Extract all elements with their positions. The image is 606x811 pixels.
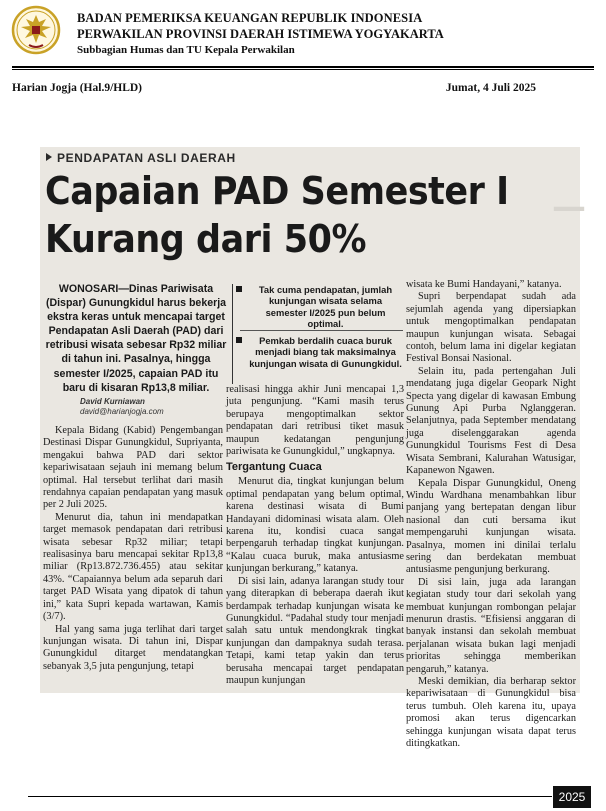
bpk-logo	[11, 5, 61, 55]
lead-paragraph: WONOSARI—Dinas Pariwisata (Dispar) Gunungkidul harus bekerja ekstra keras untuk mencapai target Pendapatan Asli Daerah (PAD) dari retribusi wisata sebesar Rp32 miliar di tahun ini. Pasalnya, hingga semester I/2025, capaian PAD itu baru di kisaran Rp13,8 miliar.	[45, 283, 227, 394]
paragraph: Menurut dia, tingkat kunjungan belum optimal pendapatan yang belum optimal, karena destinasi wisata di Bumi Handayani didominasi wisata alam. Oleh karena itu, kondisi cuaca sangat berpengaruh terhadap tingkat kunjungan. “Kalau cuaca buruk, maka antusiasme kunjungan berkurang,” katanya.	[226, 476, 404, 575]
pullquote-divider	[240, 330, 403, 331]
paragraph: Meski demikian, dia berharap sektor kepariwisataan di Gunungkidul bisa terus tumbuh. Oleh karena itu, upaya promosi akan terus digencarkan sehingga kunjungan wisata dapat terus ditingkatkan.	[406, 676, 576, 750]
headline	[45, 167, 523, 263]
triangle-icon	[46, 153, 52, 161]
pullquote-2: Pemkab berdalih cuaca buruk menjadi biang tak maksimalnya kunjungan wisata di Gunungkidul.	[236, 335, 403, 369]
paragraph: Menurut dia, tahun ini mendapatkan target memasok pendapatan dari retribusi wisata sebesar Rp32 miliar; tetapi realisasinya baru mencapai sekitar Rp13,8 miliar (Rp13.872.736.455) atau sekitar 43%. “Capaiannya belum ada separuh dari target PAD Wisata yang dipatok di tahun ini,” kata Supri kepada wartawan, Kamis (3/7).	[43, 511, 223, 623]
paragraph: Di sisi lain, adanya larangan study tour yang diterapkan di beberapa daerah ikut berdampak terhadap kunjungan wisata ke Gunungkidul. “Padahal study tour menjadi salah satu untuk mendongkrak tingkat kunjungan dan dampaknya sudah terasa. Tetapi, kami tetap yakin dan terus berusaha mencapai target pendapatan maupun kunjungan	[226, 575, 404, 686]
headline-line-1: Capaian PAD Semester I	[45, 169, 509, 213]
byline	[80, 397, 164, 417]
source-label: Harian Jogja (Hal.9/HLD)	[12, 82, 143, 94]
footer-rule	[28, 796, 552, 797]
author-name: David Kurniawan	[80, 397, 145, 406]
paragraph: Kepala Bidang (Kabid) Pengembangan Destinasi Dispar Gunungkidul, Supriyanta, mengakui bahwa PAD dari sektor kepariwisataan sejauh ini memang belum optimal. Hal tersebut terlihat dari masih rendahnya capaian pendapatan yang masuk per 2 Juli 2025.	[43, 425, 223, 511]
pullquote-1: Tak cuma pendapatan, jumlah kunjungan wisata selama semester I/2025 pun belum optimal.	[236, 284, 403, 329]
paragraph: realisasi hingga akhir Juni mencapai 1,3 juta pengunjung. “Kami masih terus berupaya mengoptimalkan sektor pendapatan dari retribusi tiket masuk maupun kedatangan pengunjung pariwisata ke Gunungkidul,” ungkapnya.	[226, 384, 404, 458]
paragraph: Hal yang sama juga terlihat dari target kunjungan wisata. Di tahun ini, Dispar Gunungkidul ditarget mendatangkan sebanyak 3,5 juta pengunjung, tetapi	[43, 623, 223, 672]
header-divider-thin	[12, 69, 594, 70]
paragraph: Supri berpendapat sudah ada sejumlah agenda yang dipersiapkan untuk mengoptimalkan pendapatan maupun kunjungan wisata. Sebagai contoh, belum lama ini digelar kegiatan Festival Bonsai Nasional.	[406, 291, 576, 365]
background-ghost-text: —	[552, 187, 586, 227]
column-3	[406, 279, 576, 750]
headline-line-2: Kurang dari 50%	[45, 217, 367, 261]
page-number-badge: 2025	[553, 786, 591, 808]
unit-name: Subbagian Humas dan TU Kepala Perwakilan	[77, 44, 295, 56]
paragraph: Di sisi lain, juga ada larangan kegiatan study tour dari sekolah yang membuat kunjungan rombongan pelajar menurun drastis. “Efisiensi anggaran di banyak instansi dan sekolah membuat perjalanan wisata bukan lagi menjadi prioritas sehingga memberikan pengaruh,” katanya.	[406, 576, 576, 675]
news-clipping	[40, 147, 586, 750]
subheading: Tergantung Cuaca	[226, 461, 322, 474]
garuda-emblem-icon	[11, 5, 61, 55]
paragraph: Selain itu, pada pertengahan Juli mendatang juga digelar Geopark Night Specta yang digelar di kawasan Embung Gunung Api Purba Nglanggeran. Selanjutnya, pada September mendatang juga diselenggarakan agenda Gunungkidul Tourisms Fest di Desa Wisata Sembrani, Kalurahan Watusigar, Kapanewon Ngawen.	[406, 365, 576, 477]
section-label: PENDAPATAN ASLI DAERAH	[46, 151, 236, 165]
office-name: PERWAKILAN PROVINSI DAERAH ISTIMEWA YOGYAKARTA	[77, 27, 444, 41]
bullet-square-icon	[236, 286, 242, 292]
header-divider	[12, 66, 594, 68]
bullet-square-icon	[236, 337, 242, 343]
publication-date: Jumat, 4 Juli 2025	[445, 82, 536, 94]
agency-name: BADAN PEMERIKSA KEUANGAN REPUBLIK INDONESIA	[77, 11, 423, 25]
pullquote-rule	[232, 284, 233, 384]
paragraph: Kepala Dispar Gunungkidul, Oneng Windu Wardhana menambahkan libur panjang yang bertepatan dengan libur nasional dan cuti bersama ikut mempengaruhi kunjungan wisata. Pasalnya, momen ini dinilai terlalu sering dan berdekatan membuat antusiasme pengunjung berkurang.	[406, 477, 576, 576]
author-email: david@harianjogja.com	[80, 407, 164, 416]
letterhead	[77, 10, 444, 58]
column-1	[43, 425, 223, 673]
column-2	[226, 384, 404, 687]
paragraph: wisata ke Bumi Handayani,” katanya.	[406, 279, 562, 290]
